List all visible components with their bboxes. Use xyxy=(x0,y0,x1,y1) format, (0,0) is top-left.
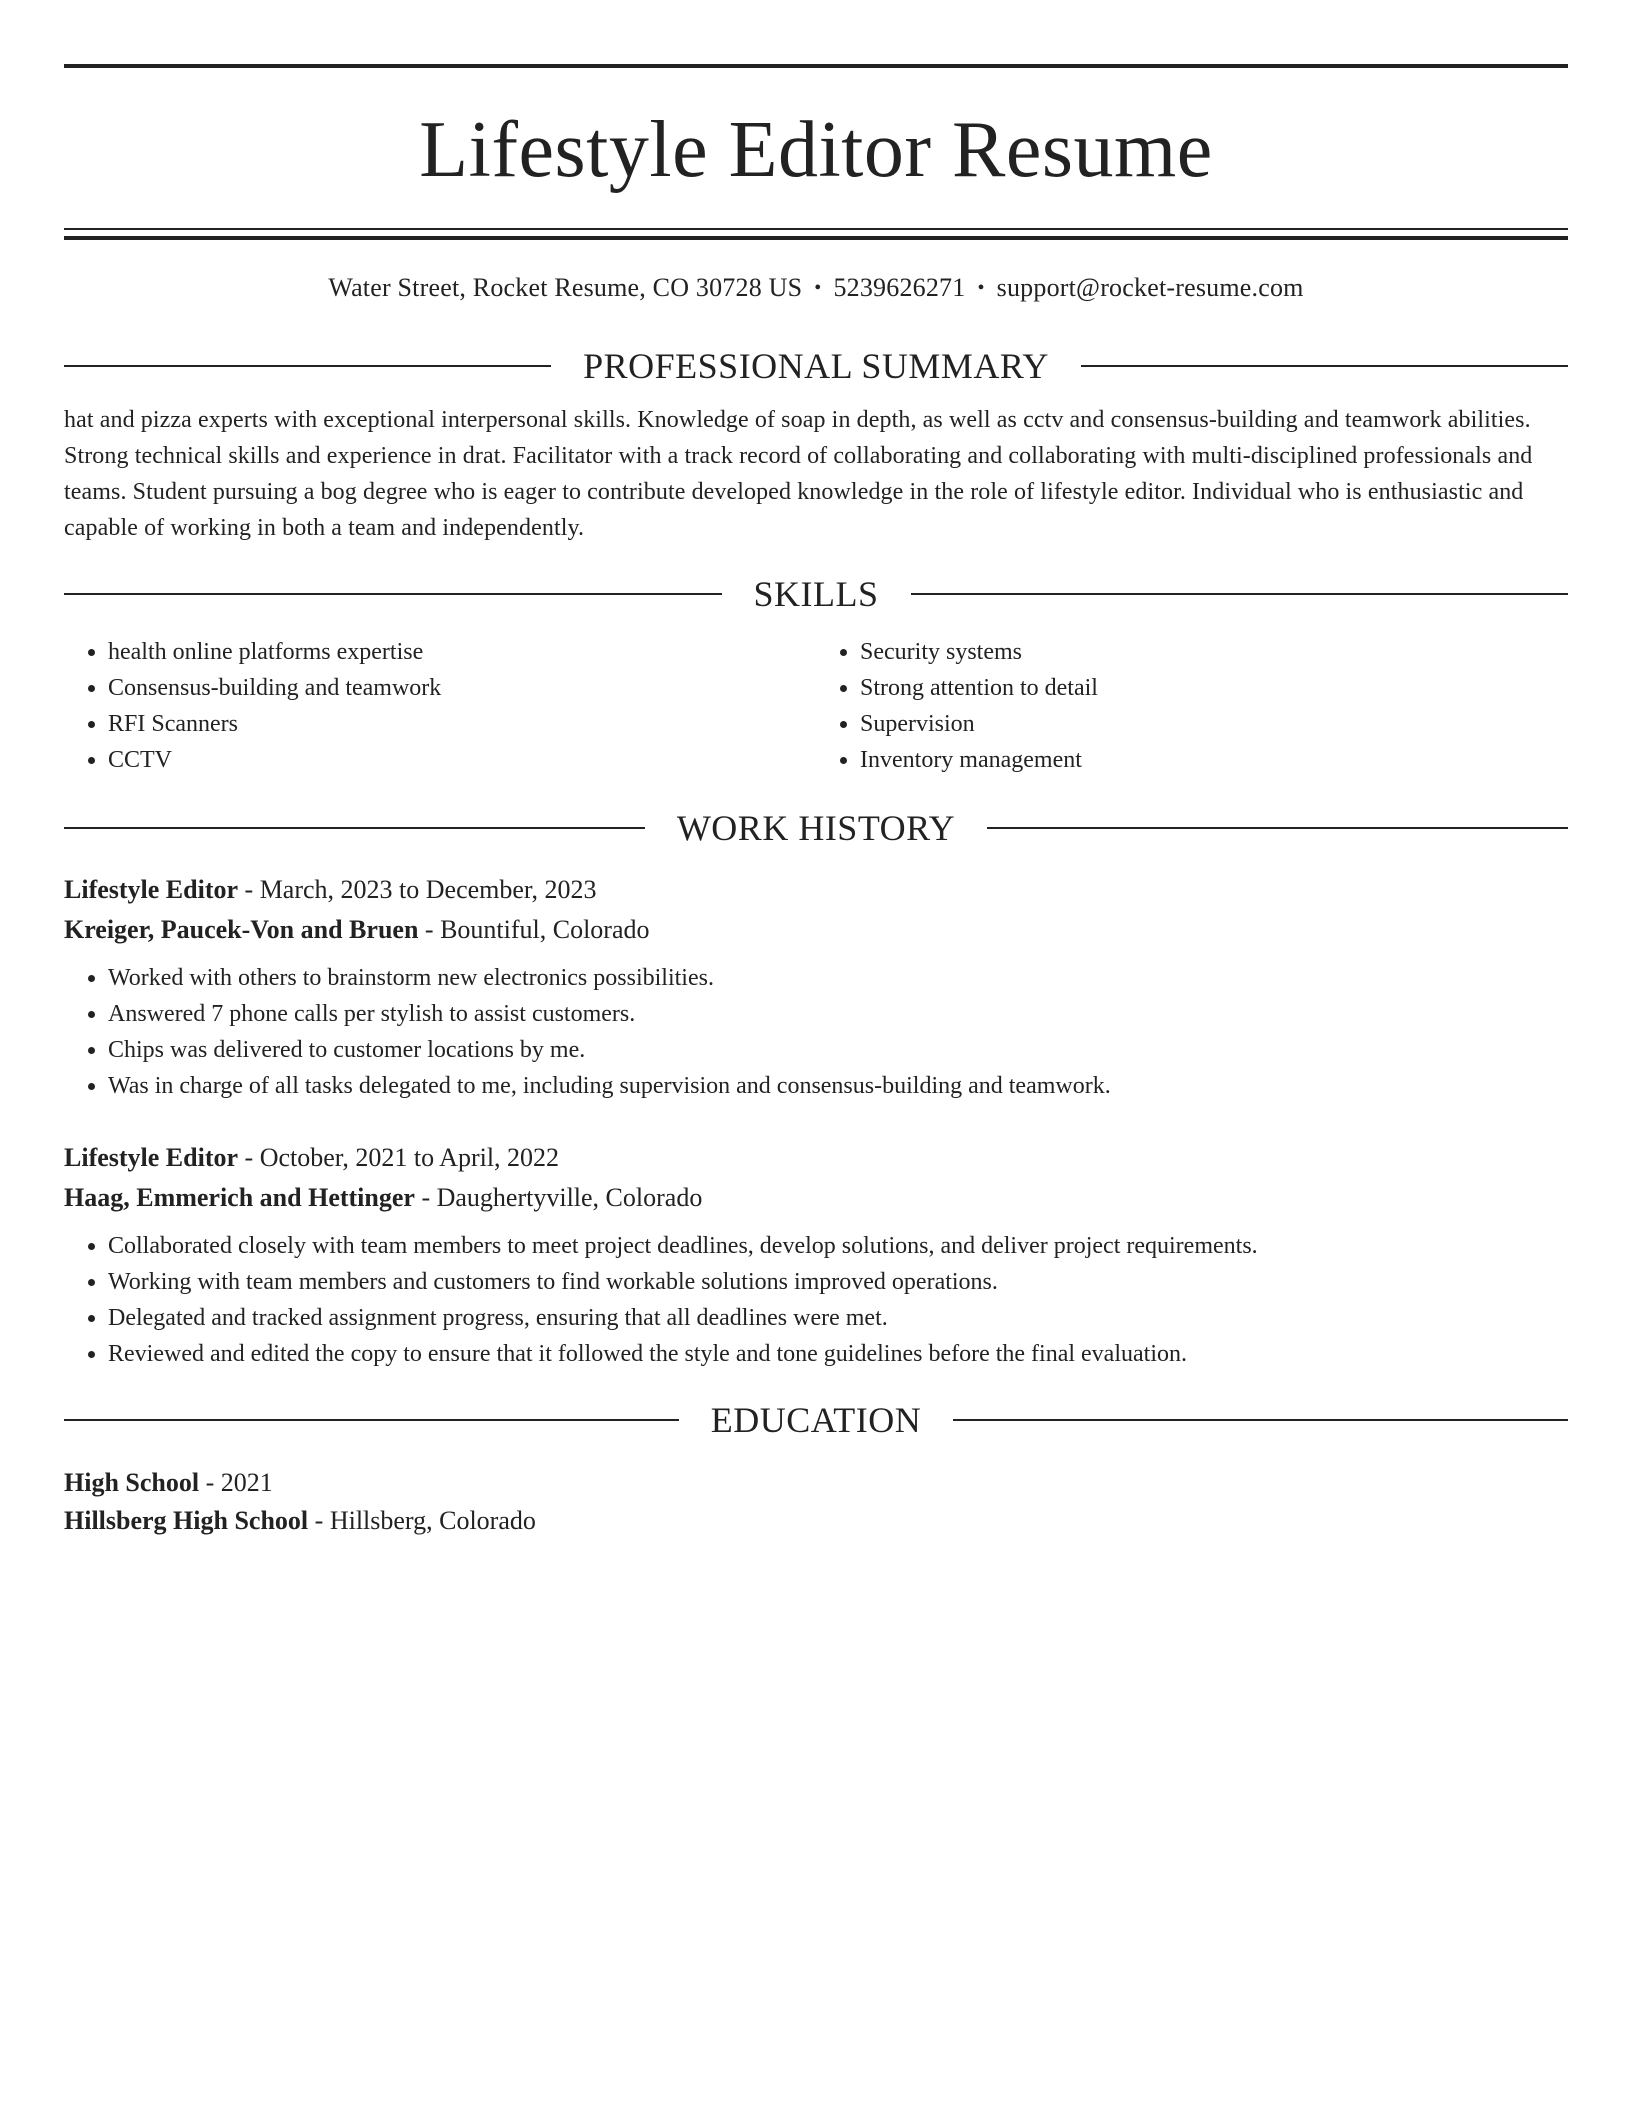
education-degree-line xyxy=(64,1464,1568,1502)
job-location: - Daughertyville, Colorado xyxy=(414,1183,703,1212)
job-location: - Bountiful, Colorado xyxy=(418,915,650,944)
job-bullet: • Chips was delivered to customer locations by me. xyxy=(108,1032,1568,1068)
job-bullet: • Collaborated closely with team members to meet project deadlines, develop solutions, and deliver project requirements. xyxy=(108,1228,1568,1264)
section-heading-summary xyxy=(64,344,1568,388)
education-year: - 2021 xyxy=(199,1468,273,1497)
contact-address: Water Street, Rocket Resume, CO 30728 US xyxy=(328,273,803,302)
job-title-line xyxy=(64,870,1568,910)
skill-item: • CCTV xyxy=(108,742,816,778)
job-company: Haag, Emmerich and Hettinger xyxy=(64,1183,415,1212)
job-bullets xyxy=(64,960,1568,1104)
title-double-rule xyxy=(64,228,1568,240)
job-title-line xyxy=(64,1138,1568,1178)
job-dates: - March, 2023 to December, 2023 xyxy=(238,875,597,904)
skill-item: • health online platforms expertise xyxy=(108,634,816,670)
heading-rule xyxy=(911,593,1569,595)
job-bullet: • Delegated and tracked assignment progress, ensuring that all deadlines were met. xyxy=(108,1300,1568,1336)
contact-email: support@rocket-resume.com xyxy=(996,273,1304,302)
resume-page xyxy=(64,64,1568,1540)
education-location: - Hillsberg, Colorado xyxy=(308,1506,536,1535)
job-entry xyxy=(64,870,1568,1104)
contact-line xyxy=(64,270,1568,306)
job-bullet: • Reviewed and edited the copy to ensure that it followed the style and tone guidelines before the final evaluation. xyxy=(108,1336,1568,1372)
top-rule xyxy=(64,64,1568,68)
heading-rule xyxy=(987,827,1568,829)
education-school-line xyxy=(64,1502,1568,1540)
skill-item: • Consensus-building and teamwork xyxy=(108,670,816,706)
heading-rule xyxy=(64,827,645,829)
job-dates: - October, 2021 to April, 2022 xyxy=(238,1143,560,1172)
heading-rule xyxy=(1081,365,1568,367)
section-heading-education xyxy=(64,1398,1568,1442)
job-bullet: • Was in charge of all tasks delegated to me, including supervision and consensus-building and teamwork. xyxy=(108,1068,1568,1104)
skill-item: • Inventory management xyxy=(860,742,1568,778)
section-heading-label: WORK HISTORY xyxy=(676,808,956,848)
page-title: Lifestyle Editor Resume xyxy=(419,106,1213,194)
education-degree: High School xyxy=(64,1468,200,1497)
job-bullets xyxy=(64,1228,1568,1372)
section-heading-label: PROFESSIONAL SUMMARY xyxy=(583,346,1049,386)
summary-text: hat and pizza experts with exceptional interpersonal skills. Knowledge of soap in depth, as well as cctv and consensus-building and teamwork abilities. Strong technical skills and experience in drat. Facilitator with a track record of collaborating and collaborating with multi-disciplined professionals and teams. Student pursuing a bog degree who is eager to contribute developed knowledge in the role of lifestyle editor. Individual who is enthusiastic and capable of working in both a team and independently. xyxy=(64,407,1533,541)
skills-column-right xyxy=(816,634,1568,778)
skill-item: • Security systems xyxy=(860,634,1568,670)
job-bullet: • Answered 7 phone calls per stylish to assist customers. xyxy=(108,996,1568,1032)
section-heading-skills xyxy=(64,572,1568,616)
job-company-line xyxy=(64,910,1568,950)
section-heading-label: SKILLS xyxy=(753,574,879,614)
job-entry xyxy=(64,1138,1568,1372)
heading-rule xyxy=(64,365,551,367)
skill-item: • Strong attention to detail xyxy=(860,670,1568,706)
education-entry xyxy=(64,1464,1568,1540)
skill-item: • Supervision xyxy=(860,706,1568,742)
job-company-line xyxy=(64,1178,1568,1218)
job-company: Kreiger, Paucek-Von and Bruen xyxy=(64,915,419,944)
section-heading-work xyxy=(64,806,1568,850)
heading-rule xyxy=(953,1419,1568,1421)
job-title: Lifestyle Editor xyxy=(64,875,239,904)
job-bullet: • Worked with others to brainstorm new electronics possibilities. xyxy=(108,960,1568,996)
skills-list xyxy=(64,634,1568,778)
job-bullet: • Working with team members and customers to find workable solutions improved operations. xyxy=(108,1264,1568,1300)
heading-rule xyxy=(64,593,722,595)
skills-column-left xyxy=(64,634,816,778)
heading-rule xyxy=(64,1419,679,1421)
contact-separator: • xyxy=(814,277,822,299)
section-heading-label: EDUCATION xyxy=(710,1400,922,1440)
contact-phone: 5239626271 xyxy=(833,273,966,302)
job-title: Lifestyle Editor xyxy=(64,1143,239,1172)
skill-item: • RFI Scanners xyxy=(108,706,816,742)
education-school: Hillsberg High School xyxy=(64,1506,309,1535)
contact-separator: • xyxy=(977,277,985,299)
